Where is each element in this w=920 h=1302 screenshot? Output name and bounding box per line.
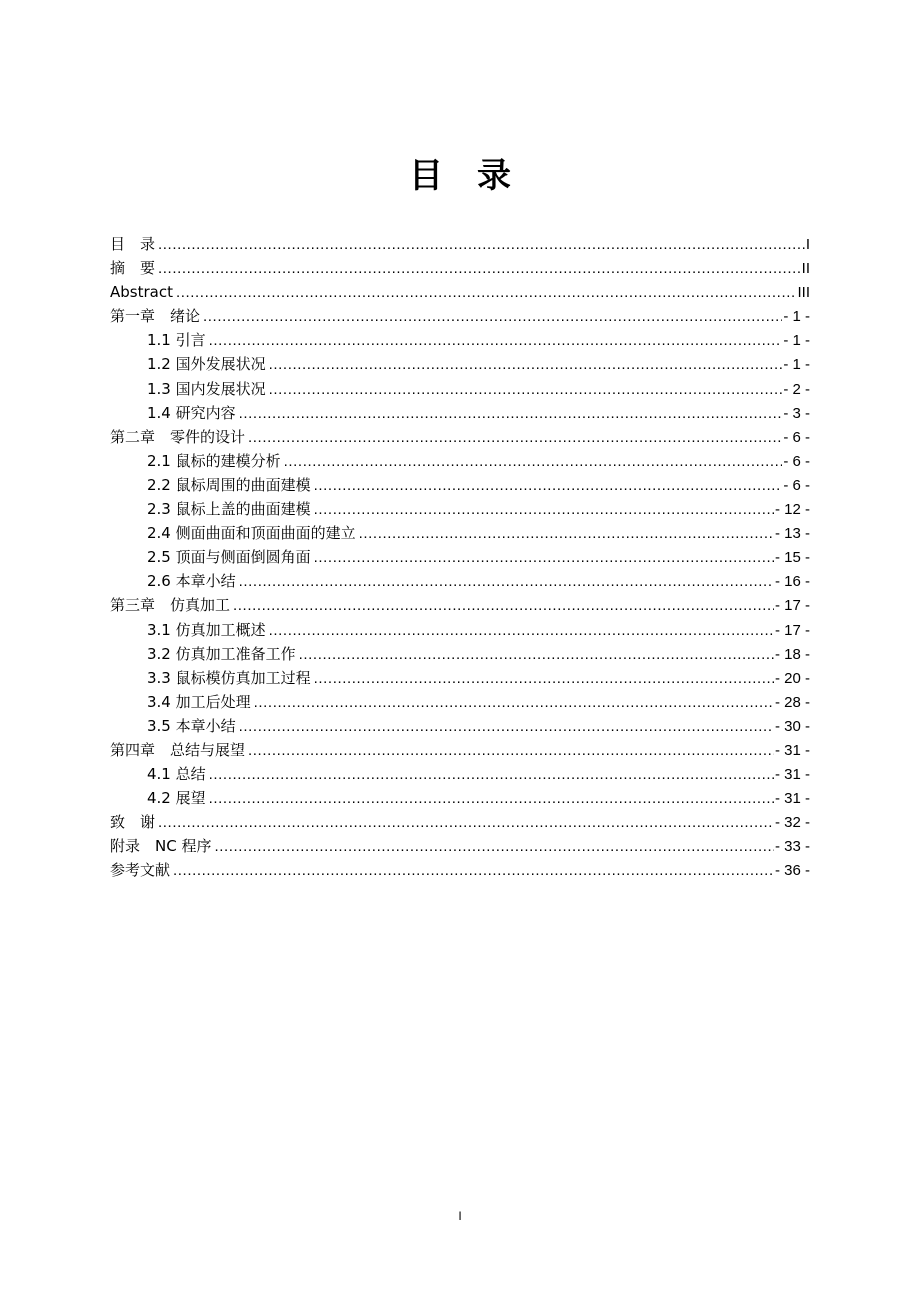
page-title: 目录 (409, 155, 545, 196)
toc-dot-leader (209, 787, 774, 810)
toc-entry[interactable] (110, 642, 810, 666)
toc-entry[interactable] (110, 810, 810, 834)
toc-entry-page-number: - 12 - (774, 501, 810, 519)
toc-entry-label: 第一章 绪论 (110, 307, 201, 326)
toc-entry[interactable] (110, 473, 810, 497)
toc-dot-leader (359, 522, 774, 545)
toc-entry-label: 1.3 国内发展状况 (147, 379, 266, 398)
toc-entry-page-number: - 15 - (774, 549, 810, 567)
toc-entry-label: 1.4 研究内容 (147, 403, 236, 422)
toc-entry-page-number: - 28 - (774, 693, 810, 711)
toc-entry[interactable] (110, 521, 810, 545)
toc-entry[interactable] (110, 690, 810, 714)
toc-entry-page-number: - 33 - (774, 838, 810, 856)
toc-entry-label: 3.1 仿真加工概述 (147, 620, 266, 639)
toc-entry-label: 目 录 (110, 235, 156, 253)
toc-entry-label: 1.1 引言 (147, 331, 206, 350)
toc-entry-page-number: - 36 - (774, 862, 810, 880)
toc-entry[interactable] (110, 858, 810, 882)
toc-entry-page-number: - 18 - (774, 645, 810, 663)
toc-entry-page-number: - 3 - (783, 404, 810, 422)
toc-entry[interactable] (110, 256, 810, 280)
table-of-contents (110, 232, 810, 883)
toc-entry-page-number: - 32 - (774, 814, 810, 832)
toc-entry-label: 3.2 仿真加工准备工作 (147, 644, 296, 663)
toc-entry-label: 2.4 侧面曲面和顶面曲面的建立 (147, 524, 356, 543)
toc-entry-page-number: - 31 - (774, 741, 810, 759)
toc-entry-label: 第二章 零件的设计 (110, 427, 246, 446)
toc-entry-label: 附录 NC 程序 (110, 837, 212, 856)
toc-dot-leader (239, 570, 774, 593)
toc-entry-label: 2.3 鼠标上盖的曲面建模 (147, 500, 311, 519)
toc-dot-leader (314, 667, 774, 690)
toc-dot-leader (158, 233, 805, 256)
toc-dot-leader (269, 353, 783, 376)
toc-entry-page-number: - 31 - (774, 766, 810, 784)
toc-dot-leader (269, 619, 774, 642)
toc-entry-label: 3.3 鼠标模仿真加工过程 (147, 668, 311, 687)
toc-dot-leader (254, 691, 774, 714)
toc-entry[interactable] (110, 738, 810, 762)
toc-entry[interactable] (110, 666, 810, 690)
toc-dot-leader (248, 739, 774, 762)
toc-entry-label: 摘 要 (110, 259, 156, 278)
toc-dot-leader (214, 835, 774, 858)
toc-dot-leader (233, 594, 774, 617)
toc-entry-label: 2.6 本章小结 (147, 572, 236, 591)
toc-entry-page-number: - 17 - (774, 621, 810, 639)
toc-entry-page-number: I (805, 236, 810, 253)
toc-entry[interactable] (110, 714, 810, 738)
toc-dot-leader (209, 763, 774, 786)
toc-dot-leader (239, 402, 783, 425)
toc-entry-label: 4.2 展望 (147, 789, 206, 808)
toc-entry[interactable] (110, 593, 810, 617)
toc-dot-leader (176, 281, 797, 304)
toc-entry-label: 4.1 总结 (147, 765, 206, 784)
toc-entry-label: 2.2 鼠标周围的曲面建模 (147, 475, 311, 494)
toc-entry-page-number: - 6 - (783, 476, 810, 494)
toc-entry[interactable] (110, 401, 810, 425)
toc-dot-leader (314, 546, 774, 569)
toc-entry[interactable] (110, 280, 810, 304)
toc-entry-page-number: - 6 - (783, 452, 810, 470)
toc-entry-page-number: - 16 - (774, 573, 810, 591)
toc-entry[interactable] (110, 569, 810, 593)
toc-dot-leader (248, 426, 782, 449)
toc-entry[interactable] (110, 232, 810, 256)
toc-dot-leader (239, 715, 774, 738)
toc-entry[interactable] (110, 834, 810, 858)
toc-entry[interactable] (110, 762, 810, 786)
toc-dot-leader (314, 498, 774, 521)
toc-entry-page-number: - 6 - (783, 428, 810, 446)
toc-dot-leader (299, 643, 774, 666)
toc-entry-label: Abstract (110, 283, 173, 302)
toc-entry-page-number: - 31 - (774, 790, 810, 808)
toc-entry-page-number: - 13 - (774, 525, 810, 543)
toc-dot-leader (284, 450, 783, 473)
toc-entry[interactable] (110, 618, 810, 642)
toc-entry-label: 第四章 总结与展望 (110, 740, 246, 759)
toc-entry-page-number: - 17 - (774, 597, 810, 615)
toc-entry-page-number: III (797, 284, 810, 302)
toc-entry[interactable] (110, 425, 810, 449)
toc-entry-page-number: - 1 - (783, 308, 810, 326)
toc-entry[interactable] (110, 786, 810, 810)
toc-dot-leader (314, 474, 783, 497)
toc-dot-leader (158, 811, 774, 834)
toc-dot-leader (203, 305, 782, 328)
toc-entry-page-number: - 2 - (783, 380, 810, 398)
toc-dot-leader (158, 257, 801, 280)
toc-entry-label: 2.5 顶面与侧面倒圆角面 (147, 548, 311, 567)
toc-entry-page-number: - 1 - (783, 356, 810, 374)
toc-entry-page-number: - 1 - (783, 332, 810, 350)
toc-entry[interactable] (110, 449, 810, 473)
toc-entry[interactable] (110, 304, 810, 328)
toc-entry[interactable] (110, 377, 810, 401)
toc-dot-leader (173, 859, 774, 882)
toc-entry-label: 致 谢 (110, 813, 156, 832)
footer-page-number: I (458, 1209, 462, 1223)
toc-entry-label: 参考文献 (110, 861, 171, 880)
toc-entry-label: 2.1 鼠标的建模分析 (147, 451, 281, 470)
toc-entry-label: 第三章 仿真加工 (110, 596, 231, 615)
toc-dot-leader (209, 329, 783, 352)
toc-entry[interactable] (110, 328, 810, 352)
toc-entry[interactable] (110, 352, 810, 376)
toc-entry-page-number: - 30 - (774, 717, 810, 735)
toc-entry-label: 3.5 本章小结 (147, 716, 236, 735)
toc-entry-label: 1.2 国外发展状况 (147, 355, 266, 374)
toc-entry-page-number: II (801, 260, 810, 278)
toc-entry-label: 3.4 加工后处理 (147, 692, 251, 711)
toc-entry-page-number: - 20 - (774, 669, 810, 687)
toc-entry[interactable] (110, 497, 810, 521)
toc-dot-leader (269, 378, 783, 401)
toc-entry[interactable] (110, 545, 810, 569)
